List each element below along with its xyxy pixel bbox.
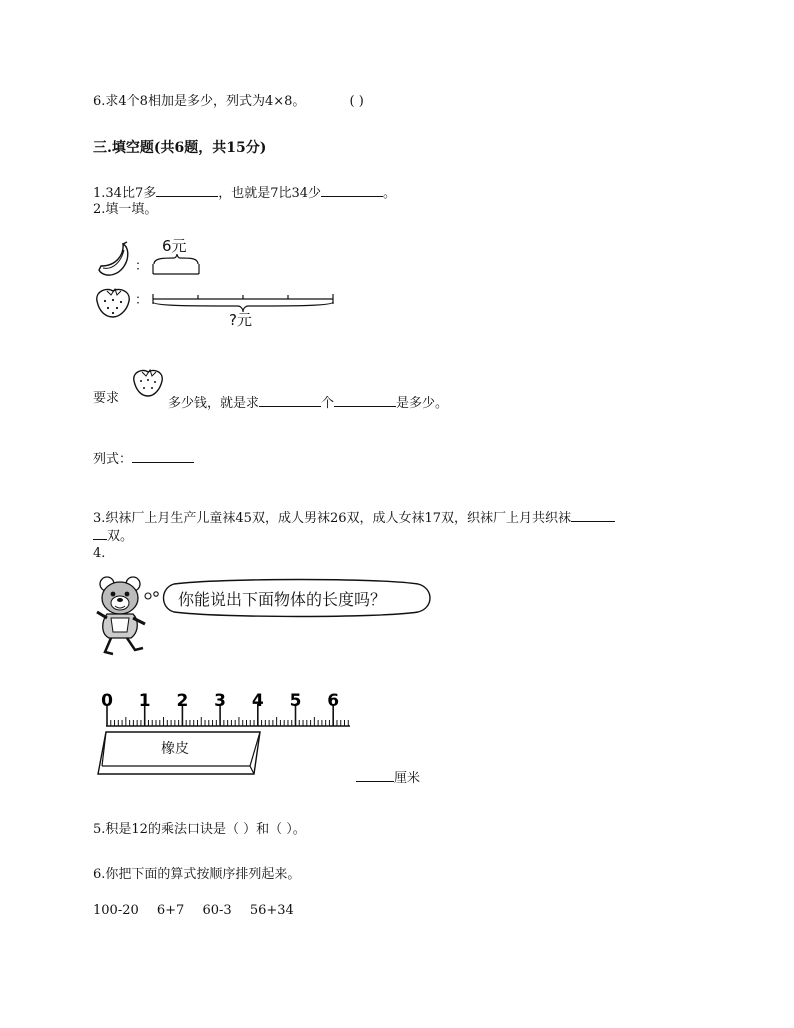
question-4-answer [356, 767, 420, 788]
eraser-label: 橡皮 [161, 741, 189, 757]
ruler-tick-label: 1 [138, 691, 151, 711]
question-6: 6.你把下面的算式按顺序排列起来。 [93, 867, 301, 882]
question-3-line-2 [93, 525, 133, 546]
ruler-tick-label: 2 [176, 691, 189, 711]
expression-item: 60-3 [202, 903, 232, 918]
strawberry-icon [93, 285, 133, 321]
formula-label: 列式： [93, 452, 133, 467]
ruler-tick-label: 0 [101, 691, 113, 711]
answer-blank-3a[interactable] [571, 507, 615, 522]
question-2-sentence-a: 要求 [93, 391, 120, 406]
expression-item: 56+34 [249, 903, 294, 918]
ruler-tick-label: 3 [214, 691, 227, 711]
answer-blank-2b[interactable] [334, 392, 396, 407]
expression-item: 6+7 [156, 903, 185, 918]
strawberry-unknown-label: ?元 [229, 311, 252, 329]
ruler-tick-label: 4 [251, 691, 264, 711]
section-title: 三.填空题(共6题，共15分) [93, 140, 267, 156]
question-2-sentence-b: 多少钱，就是求 [168, 396, 260, 411]
question-2-label: 2.填一填。 [93, 202, 158, 217]
question-1-text-c: 。 [383, 186, 397, 201]
speech-text: 你能说出下面物体的长度吗？ [178, 590, 387, 609]
question-2-sentence-c: 个 [321, 396, 335, 411]
question-1-text-a: 1.34比7多 [93, 186, 157, 201]
answer-blank-1b[interactable] [321, 182, 383, 197]
answer-blank-1a[interactable] [156, 182, 218, 197]
answer-blank-2a[interactable] [259, 392, 321, 407]
question-2-formula [93, 448, 194, 469]
question-5: 5.积是12的乘法口诀是（ ）和（ ）。 [93, 822, 306, 837]
answer-blank-4[interactable] [356, 767, 394, 782]
answer-blank-3b[interactable] [93, 525, 107, 540]
banana-segment [152, 254, 202, 276]
banana-price-label: 6元 [162, 237, 187, 255]
ruler-tick-label: 6 [327, 691, 340, 711]
question-3-line-1 [93, 507, 615, 528]
question-1 [93, 182, 396, 203]
banana-icon [93, 240, 133, 280]
strawberry-icon [130, 366, 166, 400]
expression-list [93, 902, 294, 920]
speech-bubble-tail [144, 588, 164, 602]
question-3-text-end: 双。 [107, 529, 134, 544]
ruler-tick-label: 5 [289, 691, 302, 711]
answer-parentheses[interactable]: ( ) [349, 94, 364, 109]
question-3-text: 3.织袜厂上月生产儿童袜45双，成人男袜26双，成人女袜17双，织袜厂上月共织袜 [93, 511, 572, 526]
question-2-sentence-d: 是多少。 [396, 396, 449, 411]
question-1-text-b: ，也就是7比34少 [218, 186, 322, 201]
bear-character-icon [93, 574, 155, 658]
banana-colon: ： [135, 259, 149, 274]
judge-question-6-text: 6.求4个8相加是多少，列式为4×8。 [93, 94, 306, 109]
question-2-sentence [168, 392, 448, 413]
judge-question-6 [93, 93, 364, 111]
question-4-label: 4. [93, 546, 106, 561]
strawberry-colon: ： [135, 293, 149, 308]
unit-label: 厘米 [394, 771, 421, 786]
answer-blank-formula[interactable] [132, 448, 194, 463]
ruler [94, 690, 364, 732]
expression-item: 100-20 [93, 903, 139, 918]
